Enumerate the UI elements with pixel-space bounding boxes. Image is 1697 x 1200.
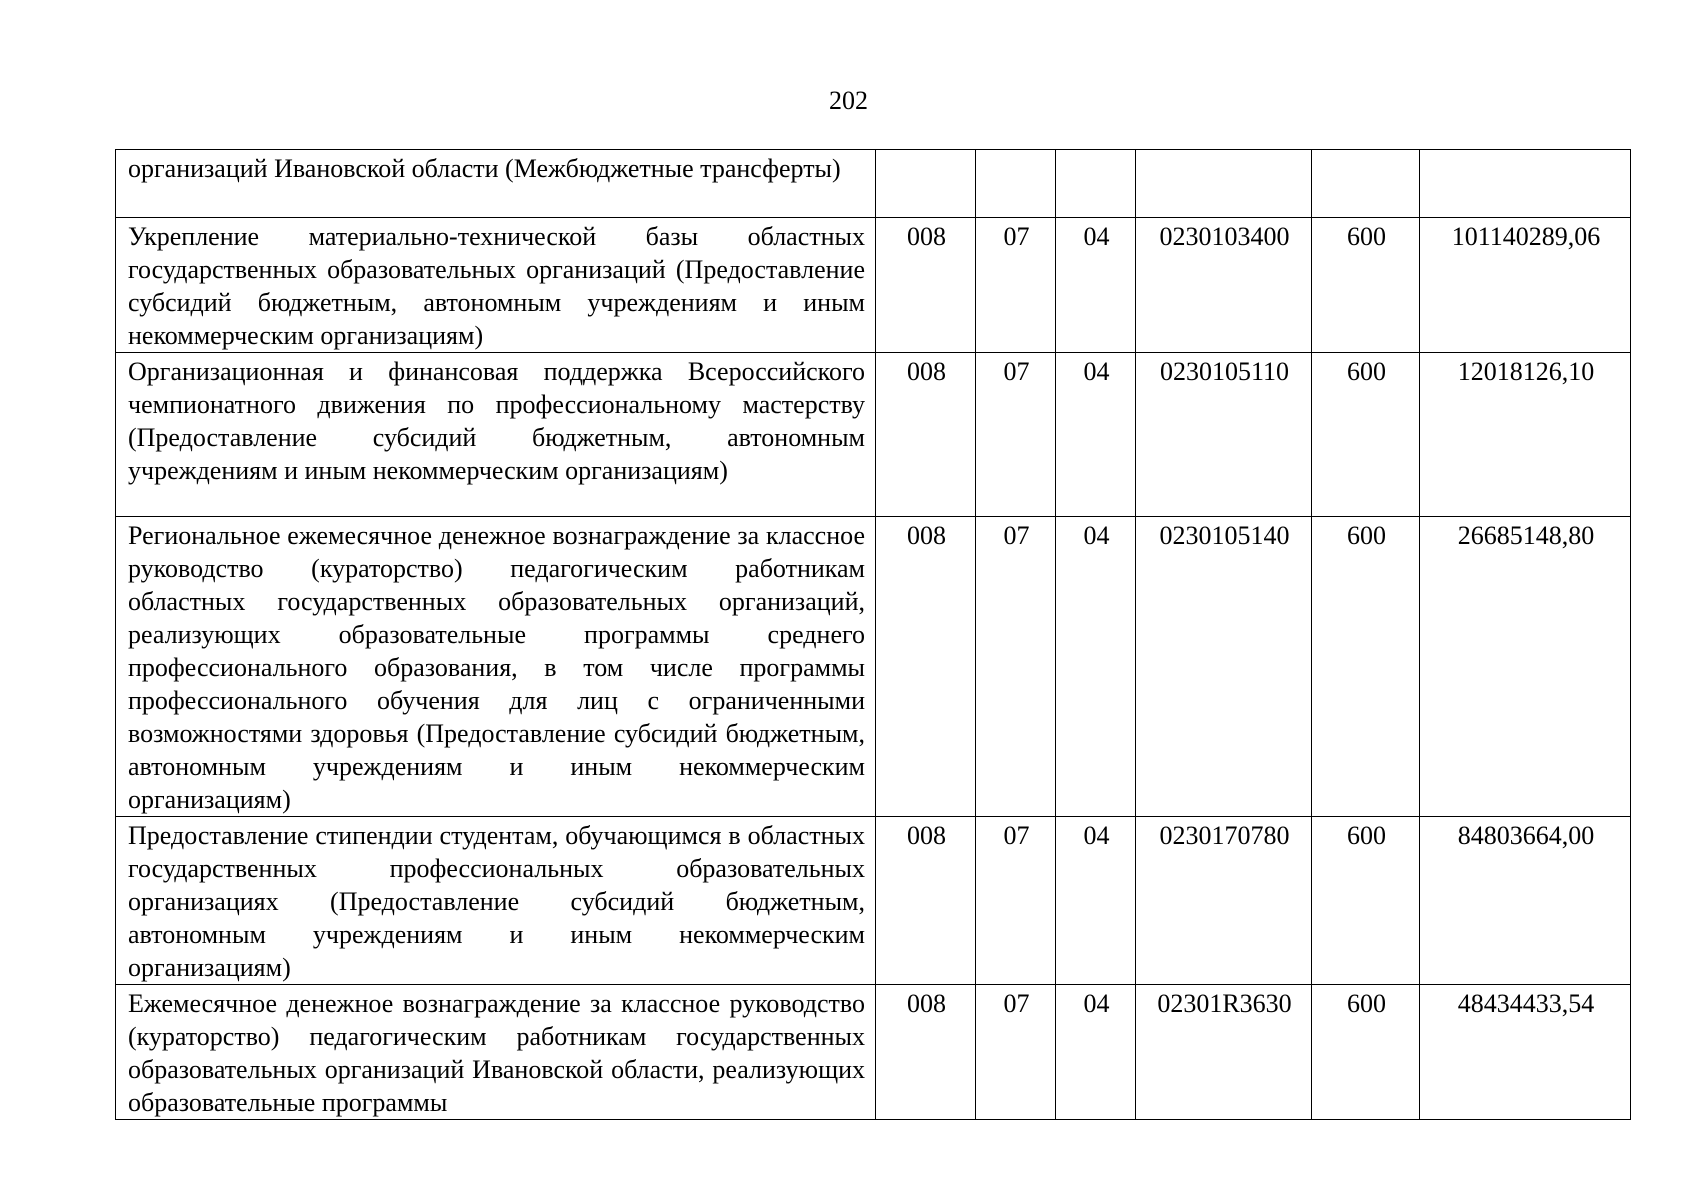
row-ministry-code [876, 150, 976, 218]
table-row [116, 985, 1631, 1120]
row-ministry-code: 008 [876, 517, 976, 817]
row-section-code [976, 150, 1056, 218]
row-description: Организационная и финансовая поддержка Всероссийского чемпионатного движения по профессиональному мастерству (Предоставление субсидий бюджетным, автономным учреждениям и иным некоммерческим организациям) [116, 353, 876, 517]
row-amount: 12018126,10 [1420, 353, 1631, 517]
row-target-article: 0230105140 [1136, 517, 1312, 817]
row-description: Предоставление стипендии студентам, обучающимся в областных государственных профессиональных образовательных организациях (Предоставление субсидий бюджетным, автономным учреждениям и иным некоммерческим организациям) [116, 817, 876, 985]
page-number: 202 [829, 86, 868, 115]
row-subsection-code: 04 [1056, 517, 1136, 817]
table-row [116, 353, 1631, 517]
table-row [116, 817, 1631, 985]
row-expense-type: 600 [1312, 218, 1420, 353]
row-ministry-code: 008 [876, 817, 976, 985]
table-row [116, 150, 1631, 218]
row-description: Региональное ежемесячное денежное вознаграждение за классное руководство (кураторство) педагогическим работникам областных государственных образовательных организаций, реализующих образовательные программы среднего профессионального образования, в том числе программы профессионального обучения для лиц с ограниченными возможностями здоровья (Предоставление субсидий бюджетным, автономным учреждениям и иным некоммерческим организациям) [116, 517, 876, 817]
row-description: Укрепление материально-технической базы областных государственных образовательных организаций (Предоставление субсидий бюджетным, автономным учреждениям и иным некоммерческим организациям) [116, 218, 876, 353]
row-ministry-code: 008 [876, 218, 976, 353]
row-description: организаций Ивановской области (Межбюджетные трансферты) [116, 150, 876, 218]
row-section-code: 07 [976, 985, 1056, 1120]
row-ministry-code: 008 [876, 985, 976, 1120]
row-amount: 26685148,80 [1420, 517, 1631, 817]
row-target-article: 02301R3630 [1136, 985, 1312, 1120]
row-ministry-code: 008 [876, 353, 976, 517]
row-expense-type: 600 [1312, 353, 1420, 517]
row-target-article: 0230103400 [1136, 218, 1312, 353]
row-amount: 84803664,00 [1420, 817, 1631, 985]
row-target-article: 0230170780 [1136, 817, 1312, 985]
row-amount: 48434433,54 [1420, 985, 1631, 1120]
row-target-article: 0230105110 [1136, 353, 1312, 517]
row-section-code: 07 [976, 817, 1056, 985]
row-amount: 101140289,06 [1420, 218, 1631, 353]
row-expense-type: 600 [1312, 817, 1420, 985]
row-target-article [1136, 150, 1312, 218]
row-amount [1420, 150, 1631, 218]
row-expense-type [1312, 150, 1420, 218]
table-row [116, 517, 1631, 817]
row-section-code: 07 [976, 353, 1056, 517]
row-section-code: 07 [976, 218, 1056, 353]
budget-table [115, 149, 1631, 1120]
row-expense-type: 600 [1312, 985, 1420, 1120]
row-subsection-code: 04 [1056, 218, 1136, 353]
row-expense-type: 600 [1312, 517, 1420, 817]
row-subsection-code: 04 [1056, 985, 1136, 1120]
row-subsection-code: 04 [1056, 817, 1136, 985]
row-section-code: 07 [976, 517, 1056, 817]
table-row [116, 218, 1631, 353]
row-subsection-code [1056, 150, 1136, 218]
row-subsection-code: 04 [1056, 353, 1136, 517]
row-description: Ежемесячное денежное вознаграждение за классное руководство (кураторство) педагогическим работникам государственных образовательных организаций Ивановской области, реализующих образовательные программы [116, 985, 876, 1120]
